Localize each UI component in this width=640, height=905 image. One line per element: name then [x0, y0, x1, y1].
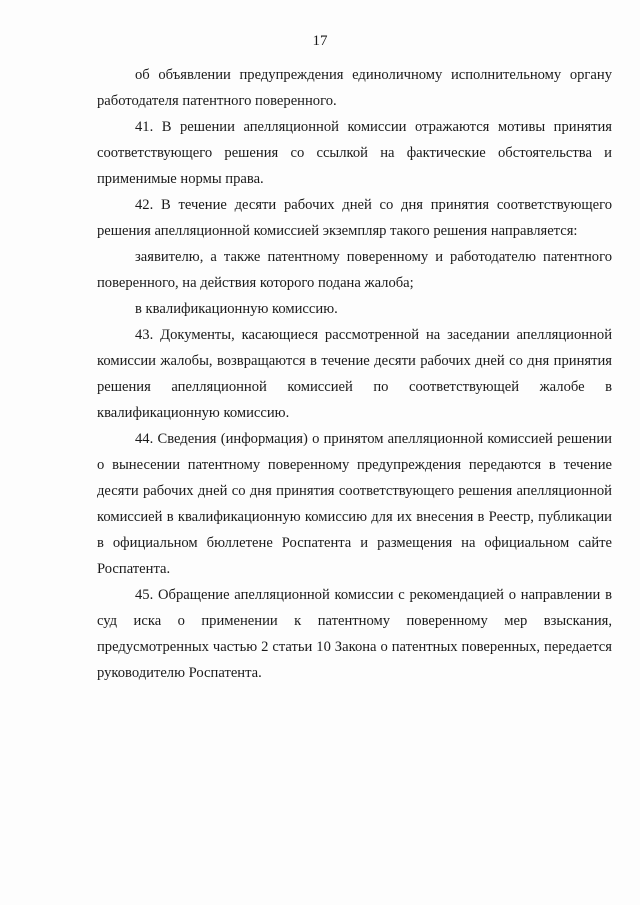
paragraph-41: 41. В решении апелляционной комиссии отражаются мотивы принятия соответствующего решения со ссылкой на фактические обстоятельства и применимые нормы права.: [97, 119, 612, 187]
page-number: 17: [312, 33, 328, 49]
paragraph-continuation: об объявлении предупреждения единоличному исполнительному органу работодателя патентного поверенного.: [97, 67, 612, 109]
document-body: [97, 62, 612, 686]
paragraph-42: 42. В течение десяти рабочих дней со дня принятия соответствующего решения апелляционной комиссией экземпляр такого решения направляется:: [97, 197, 612, 239]
paragraph-43: 43. Документы, касающиеся рассмотренной на заседании апелляционной комиссии жалобы, возвращаются в течение десяти рабочих дней со дня принятия решения апелляционной комиссией по соответствующей жалобе в квалификационную комиссию.: [97, 327, 612, 421]
paragraph-44: 44. Сведения (информация) о принятом апелляционной комиссией решении о вынесении патентному поверенному предупреждения передаются в течение десяти рабочих дней со дня принятия соответствующего решения апелляционной комиссией в квалификационную комиссию для их внесения в Реестр, публикации в официальном бюллетене Роспатента и размещения на официальном сайте Роспатента.: [97, 431, 612, 577]
paragraph-42-item-commission: в квалификационную комиссию.: [135, 301, 338, 317]
paragraph-42-item-applicant: заявителю, а также патентному поверенному и работодателю патентного поверенного, на действия которого подана жалоба;: [97, 249, 612, 291]
paragraph-45: 45. Обращение апелляционной комиссии с рекомендацией о направлении в суд иска о применении к патентному поверенному мер взыскания, предусмотренных частью 2 статьи 10 Закона о патентных поверенных, передается руководителю Роспатента.: [97, 587, 612, 681]
